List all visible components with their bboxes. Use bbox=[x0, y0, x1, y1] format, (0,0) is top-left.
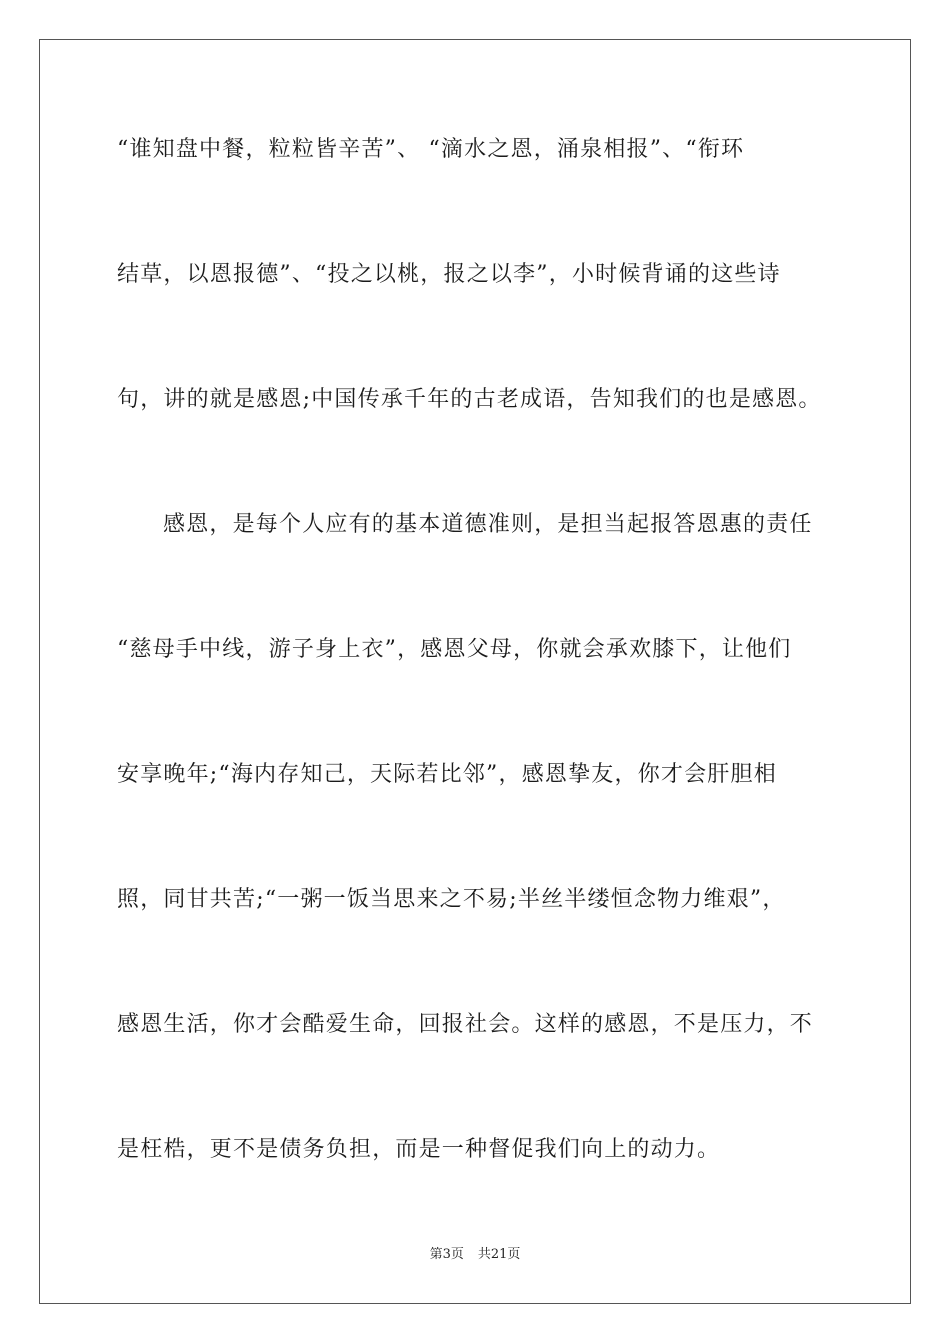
page-number: 第3页 bbox=[429, 1247, 464, 1262]
text-line-6: 安享晚年;“海内存知己，天际若比邻”，感恩挚友，你才会肝胆相 bbox=[117, 762, 777, 787]
text-line-1: “谁知盘中餐，粒粒皆辛苦”、 “滴水之恩，涌泉相报”、“衔环 bbox=[117, 137, 745, 162]
text-line-3: 句，讲的就是感恩;中国传承千年的古老成语，告知我们的也是感恩。 bbox=[117, 387, 822, 412]
text-line-5: “慈母手中线，游子身上衣”，感恩父母，你就会承欢膝下，让他们 bbox=[117, 637, 792, 662]
text-line-9: 是枉梏，更不是债务负担，而是一种督促我们向上的动力。 bbox=[117, 1137, 721, 1162]
text-line-8: 感恩生活，你才会酷爱生命，回报社会。这样的感恩，不是压力，不 bbox=[117, 1012, 814, 1037]
text-line-2: 结草，以恩报德”、“投之以桃，报之以李”，小时候背诵的这些诗 bbox=[117, 262, 781, 287]
page-total: 共21页 bbox=[477, 1247, 521, 1262]
text-line-4: 感恩，是每个人应有的基本道德准则，是担当起报答恩惠的责任 bbox=[163, 512, 813, 537]
text-line-7: 照，同甘共苦;“一粥一饭当思来之不易;半丝半缕恒念物力维艰”， bbox=[117, 887, 786, 912]
page-footer bbox=[0, 1246, 950, 1264]
page-border bbox=[39, 39, 911, 1304]
